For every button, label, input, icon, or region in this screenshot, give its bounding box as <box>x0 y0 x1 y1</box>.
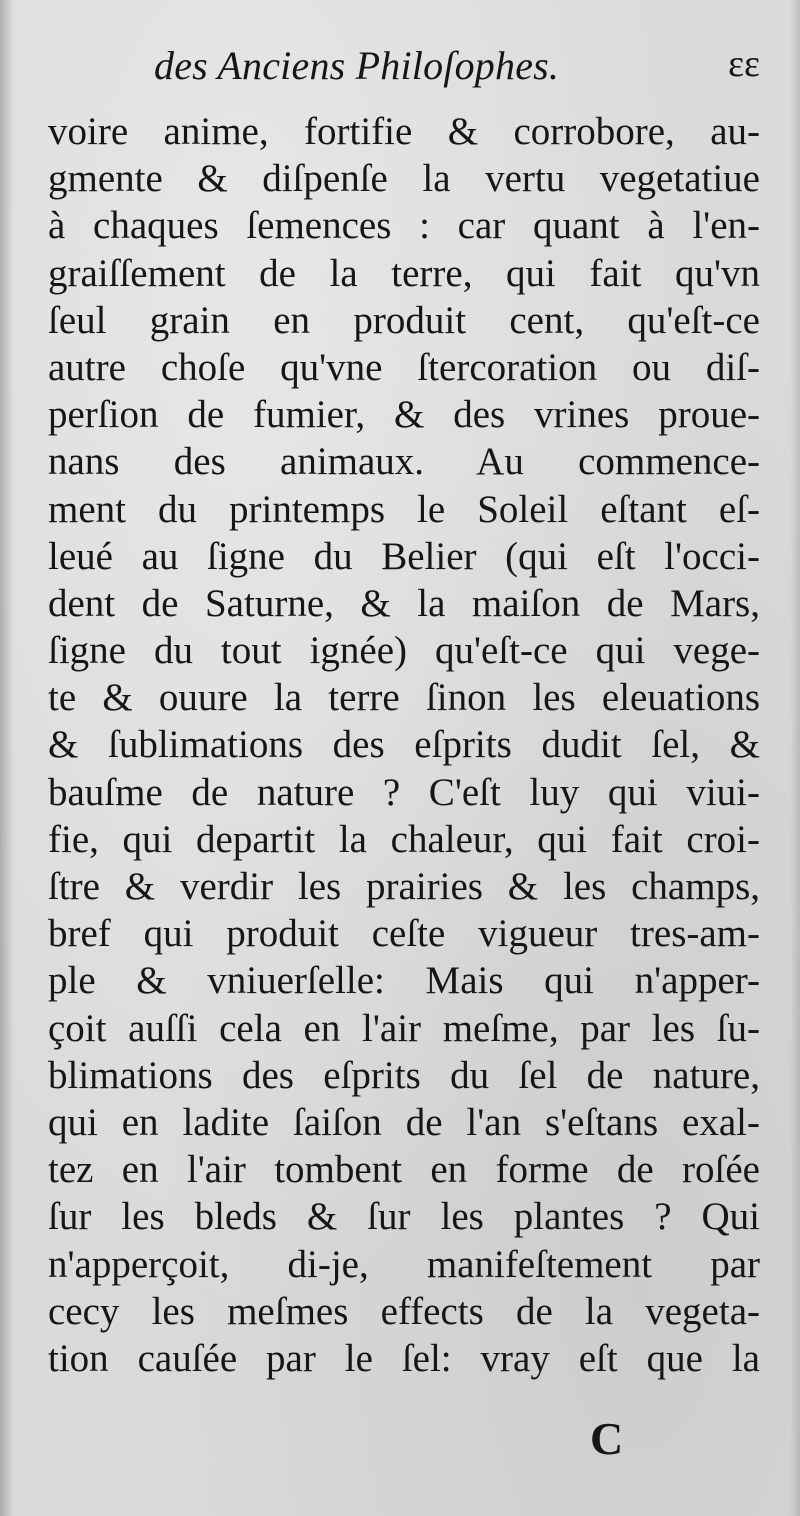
text-line: çoit auſſi cela en l'air meſme, par les ſu- <box>48 1006 760 1050</box>
text-line: n'apperçoit, di-je, manifeſtement par <box>48 1242 760 1286</box>
text-line: ſtre & verdir les prairies & les champs, <box>48 865 760 908</box>
text-line: ment du printemps le Soleil eſtant eſ- <box>48 487 760 531</box>
text-line: nans des animaux. Au commence- <box>48 440 760 484</box>
text-line: gmente & diſpenſe la vertu vegetatiue <box>48 157 760 201</box>
text-line: leué au ſigne du Belier (qui eſt l'occi- <box>48 534 760 578</box>
text-line: cecy les meſmes effects de la vegeta- <box>48 1289 760 1333</box>
page-number: ɛɛ <box>728 43 760 85</box>
text-line: bref qui produit ceſte vigueur tres-am- <box>48 912 760 956</box>
text-line: fie, qui departit la chaleur, qui fait croi- <box>48 817 760 861</box>
text-line: perſion de fumier, & des vrines proue- <box>48 393 760 437</box>
text-line: tion cauſée par le ſel: vray eſt que la <box>48 1336 760 1380</box>
text-line: à chaques ſemences : car quant à l'en- <box>48 204 760 248</box>
text-line: dent de Saturne, & la maiſon de Mars, <box>48 581 760 625</box>
text-line: ſur les bleds & ſur les plantes ? Qui <box>48 1195 760 1239</box>
signature-mark: C <box>590 1413 624 1464</box>
text-line: blimations des eſprits du ſel de nature, <box>48 1053 760 1097</box>
text-line: voire anime, fortifie & corrobore, au- <box>48 110 760 153</box>
text-line: te & ouure la terre ſinon les eleuations <box>48 676 760 720</box>
text-line: ſigne du tout ignée) qu'eſt-ce qui vege- <box>48 629 760 673</box>
text-line: qui en ladite ſaiſon de l'an s'eſtans exal- <box>48 1100 760 1144</box>
text-line: graiſſement de la terre, qui fait qu'vn <box>48 251 760 295</box>
text-line: autre choſe qu'vne ſtercoration ou diſ- <box>48 345 760 389</box>
text-line: & ſublimations des eſprits dudit ſel, & <box>48 723 760 767</box>
page-header <box>48 36 760 100</box>
running-title: des Anciens Philoſophes. <box>154 43 560 88</box>
body-text <box>48 108 760 1382</box>
text-line: ple & vniuerſelle: Mais qui n'apper- <box>48 959 760 1003</box>
text-line: bauſme de nature ? C'eſt luy qui viui- <box>48 770 760 814</box>
text-line: ſeul grain en produit cent, qu'eſt-ce <box>48 298 760 342</box>
text-line: tez en l'air tombent en forme de roſée <box>48 1148 760 1192</box>
